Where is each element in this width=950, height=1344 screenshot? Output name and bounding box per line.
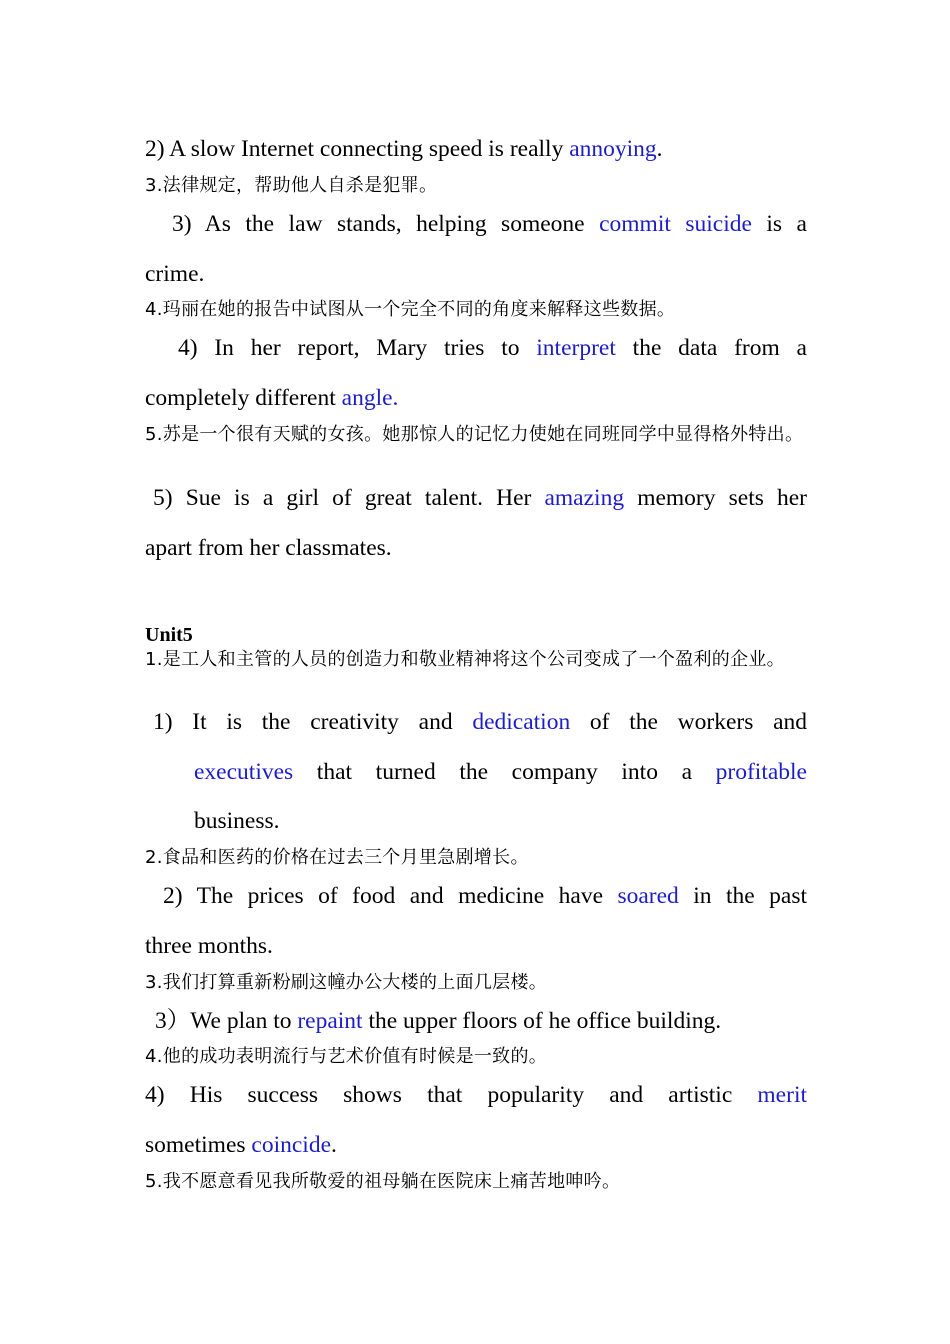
- sentence-2-line-2: three months.: [145, 933, 273, 959]
- sentence-2: [145, 124, 807, 174]
- chinese-prompt-5: 5.苏是一个很有天赋的女孩。她那惊人的记忆力使她在同班同学中显得格外特出。: [145, 424, 804, 445]
- text: 4) In her report, Mary tries to: [178, 335, 537, 361]
- sentence-2-line-1: [145, 871, 807, 921]
- keyword: repaint: [297, 1008, 363, 1034]
- keyword: angle.: [341, 385, 399, 411]
- text: 3) As the law stands, helping someone: [172, 211, 600, 237]
- text: 1) It is the creativity and: [153, 709, 473, 735]
- sentence-5-line-1: [145, 473, 807, 523]
- keyword: executives: [194, 759, 294, 785]
- text: 5) Sue is a girl of great talent. Her: [153, 485, 545, 511]
- text: 2) A slow Internet connecting speed is really: [145, 136, 570, 162]
- sentence-1-line-3: business.: [194, 808, 280, 834]
- chinese-prompt-1: 1.是工人和主管的人员的创造力和敬业精神将这个公司变成了一个盈利的企业。: [145, 649, 785, 670]
- keyword: merit: [757, 1082, 807, 1108]
- sentence-5-line-2: apart from her classmates.: [145, 535, 392, 561]
- sentence-4-line-2: [145, 373, 807, 423]
- text: 2) The prices of food and medicine have: [163, 883, 618, 909]
- keyword: commit suicide: [599, 211, 752, 237]
- chinese-prompt-2: 2.食品和医药的价格在过去三个月里急剧增长。: [145, 847, 529, 868]
- sentence-4-line-2: [145, 1120, 807, 1170]
- keyword: coincide: [251, 1132, 332, 1158]
- text: completely different: [145, 385, 342, 411]
- keyword: soared: [617, 883, 679, 909]
- text: that turned the company into a: [293, 759, 716, 785]
- sentence-3-line-2: crime.: [145, 261, 205, 287]
- chinese-prompt-5: 5.我不愿意看见我所敬爱的祖母躺在医院床上痛苦地呻吟。: [145, 1171, 621, 1192]
- chinese-prompt-4: 4.他的成功表明流行与艺术价值有时候是一致的。: [145, 1046, 548, 1067]
- text: 4) His success shows that popularity and artistic: [145, 1082, 758, 1108]
- sentence-4-line-1: [145, 323, 807, 373]
- text: sometimes: [145, 1132, 252, 1158]
- text: in the past: [678, 883, 808, 909]
- keyword: amazing: [544, 485, 625, 511]
- text: .: [331, 1132, 337, 1158]
- text: of the workers and: [570, 709, 807, 735]
- unit-heading: Unit5: [145, 624, 193, 646]
- text: 3）We plan to: [155, 1008, 298, 1034]
- chinese-prompt-3: 3.法律规定，帮助他人自杀是犯罪。: [145, 175, 438, 196]
- sentence-1-line-2: [145, 747, 807, 797]
- keyword: dedication: [472, 709, 571, 735]
- text: the upper floors of he office building.: [362, 1008, 722, 1034]
- text: .: [656, 136, 663, 162]
- sentence-3-line-1: [145, 199, 807, 249]
- text: is a: [751, 211, 807, 237]
- keyword: annoying: [569, 136, 657, 162]
- text: memory sets her: [624, 485, 807, 511]
- sentence-1-line-1: [145, 697, 807, 747]
- chinese-prompt-3: 3.我们打算重新粉刷这幢办公大楼的上面几层楼。: [145, 972, 548, 993]
- keyword: interpret: [536, 335, 616, 361]
- text: the data from a: [615, 335, 807, 361]
- sentence-3: [145, 996, 807, 1046]
- keyword: profitable: [715, 759, 807, 785]
- chinese-prompt-4: 4.玛丽在她的报告中试图从一个完全不同的角度来解释这些数据。: [145, 299, 676, 320]
- sentence-4-line-1: [145, 1070, 807, 1120]
